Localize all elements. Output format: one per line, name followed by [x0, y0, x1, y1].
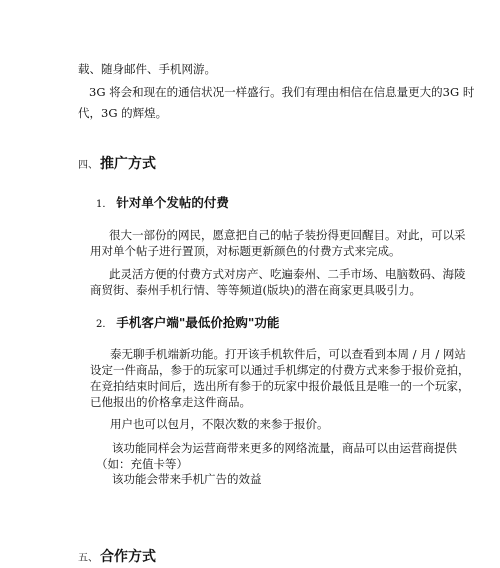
section-5-heading [78, 548, 156, 568]
subsection-2-heading [96, 315, 279, 333]
paragraph-line: 该功能同样会为运营商带来更多的网络流量，商品可以由运营商提供 [112, 441, 457, 455]
section-5-number: 五、 [78, 553, 98, 564]
intro-line-2: 3G 将会和现在的通信状况一样盛行。我们有理由相信在信息量更大的3G 时 [89, 85, 475, 99]
subsection-2-title: 手机客户端"最低价抢购"功能 [116, 315, 280, 330]
paragraph-line: 该功能会带来手机广告的效益 [112, 472, 262, 486]
section-4-title: 推广方式 [100, 156, 156, 172]
paragraph-line: 在竞拍结束时间后，选出所有参于的玩家中报价最低且是唯一的一个玩家， [90, 379, 470, 393]
paragraph-line: （如：充值卡等） [96, 457, 188, 471]
paragraph-line: 泰无聊手机端新功能。打开该手机软件后，可以查看到本周 / 月 / 网站 [110, 347, 466, 361]
section-4-number: 四、 [78, 160, 98, 171]
intro-line-3: 代，3G 的辉煌。 [78, 106, 168, 120]
paragraph-line: 商贸街、泰州手机行情、等等频道(版块)的潜在商家更具吸引力。 [90, 283, 421, 297]
paragraph-line: 用户也可以包月，不限次数的来参于报价。 [110, 417, 329, 431]
paragraph-line: 很大一部份的网民，愿意把自己的帖子装扮得更回醒目。对此，可以采 [109, 228, 466, 242]
intro-line-1: 载、随身邮件、手机网游。 [78, 62, 216, 76]
section-5-title: 合作方式 [100, 549, 156, 565]
subsection-1-title: 针对单个发帖的付费 [116, 195, 229, 210]
paragraph-line: 设定一件商品，参于的玩家可以通过手机绑定的付费方式来参于报价竞拍， [90, 363, 470, 377]
paragraph-line: 用对单个帖子进行置顶，对标题更新颜色的付费方式来完成。 [90, 244, 401, 258]
subsection-1-heading [96, 195, 229, 213]
subsection-2-number: 2． [96, 319, 113, 330]
paragraph-line: 已他报出的价格拿走这件商品。 [90, 395, 251, 409]
paragraph-line: 此灵活方便的付费方式对房产、吃遍泰州、二手市场、电脑数码、海陵 [109, 267, 466, 281]
section-4-heading [78, 155, 156, 175]
subsection-1-number: 1． [96, 199, 113, 210]
